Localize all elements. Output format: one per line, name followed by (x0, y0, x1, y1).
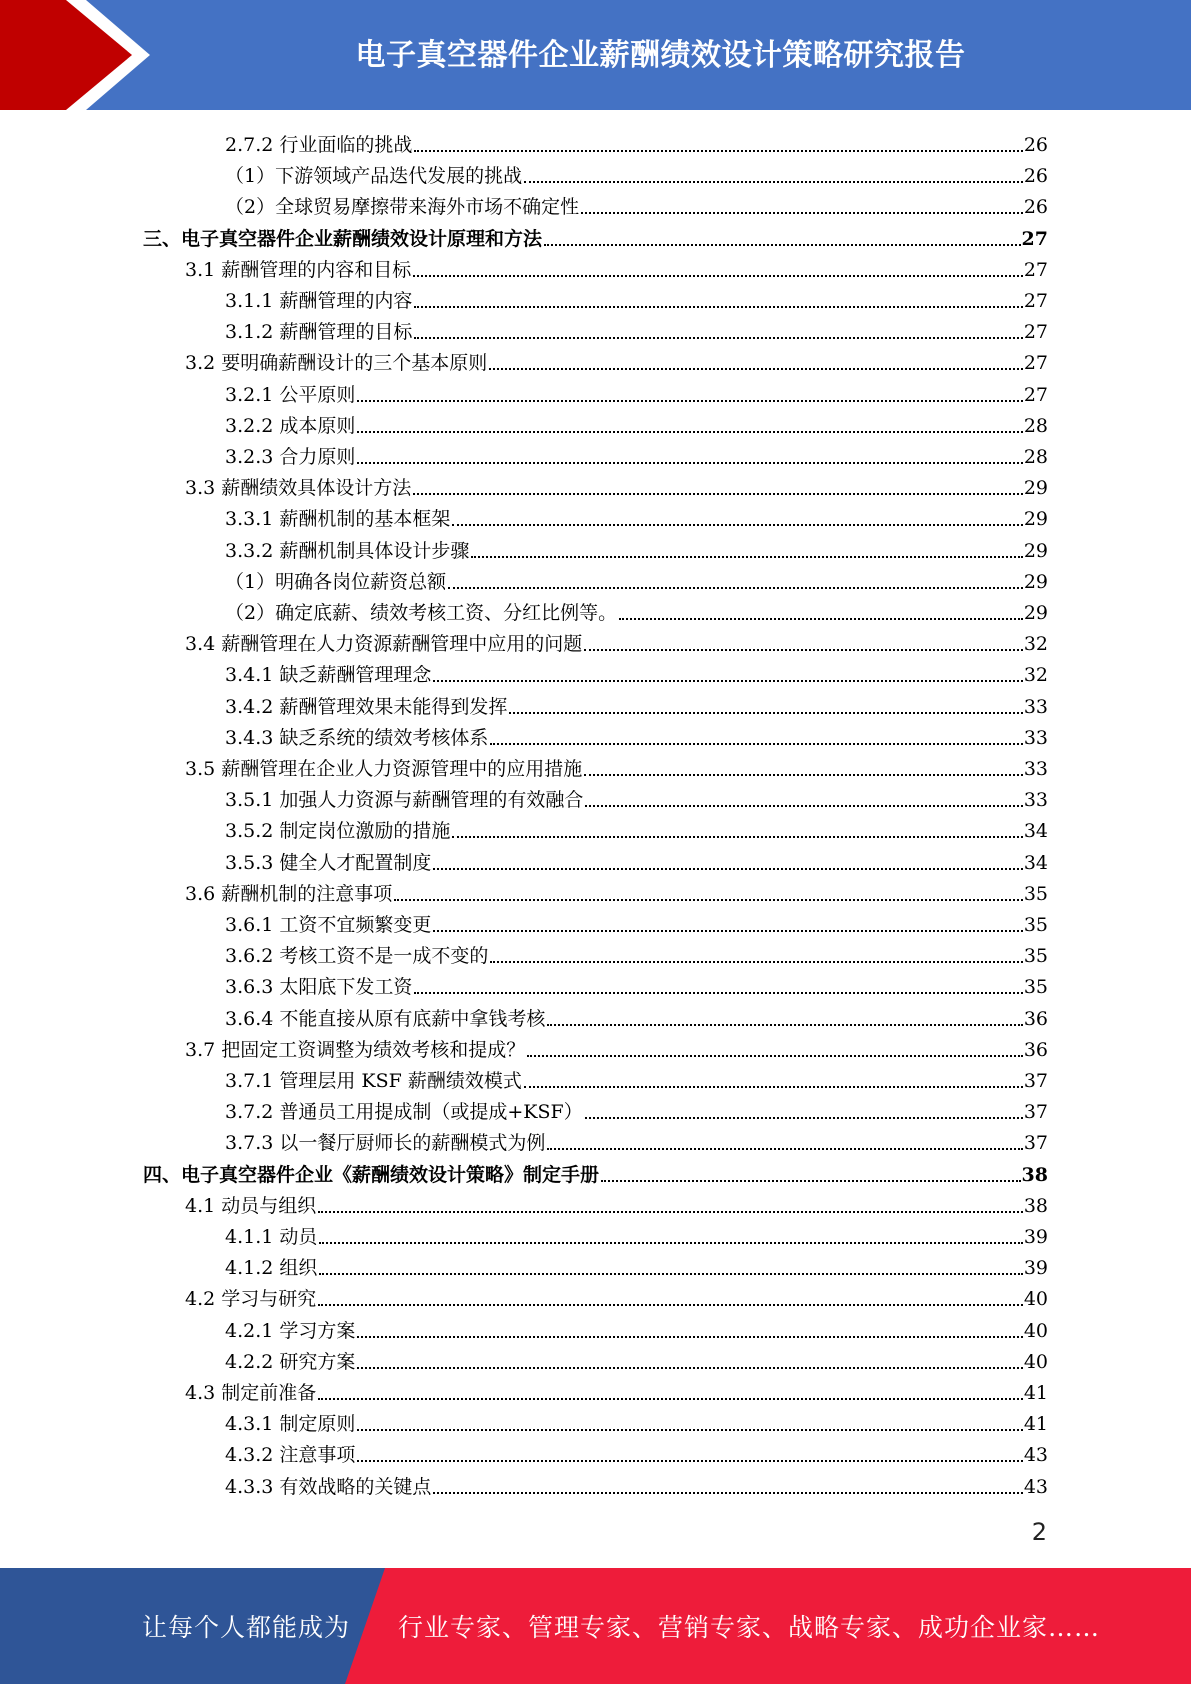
toc-dot-leader (318, 1211, 1023, 1213)
toc-entry-label: 3.1.1 薪酬管理的内容 (225, 290, 413, 312)
toc-dot-leader (414, 150, 1022, 152)
toc-entry[interactable] (225, 1218, 1048, 1249)
toc-dot-leader (585, 1117, 1023, 1119)
toc-dot-leader (319, 1273, 1022, 1275)
toc-entry[interactable] (225, 594, 1048, 625)
toc-dot-leader (524, 1086, 1023, 1088)
toc-dot-leader (413, 275, 1023, 277)
toc-entry[interactable] (225, 313, 1048, 344)
toc-dot-leader (413, 493, 1023, 495)
toc-entry-label: 3.4.1 缺乏薪酬管理理念 (225, 664, 432, 687)
toc-entry-page: 28 (1023, 446, 1048, 468)
toc-entry[interactable] (225, 500, 1048, 531)
toc-entry[interactable] (225, 157, 1048, 188)
toc-dot-leader (527, 1055, 1023, 1057)
toc-entry-page: 35 (1023, 945, 1048, 968)
toc-entry-page: 29 (1023, 570, 1048, 593)
toc-entry[interactable] (225, 376, 1048, 407)
toc-entry-label: 4.2.2 研究方案 (225, 1350, 356, 1373)
toc-entry-label: 3.5 薪酬管理在企业人力资源管理中的应用措施 (185, 758, 583, 780)
toc-dot-leader (471, 556, 1022, 558)
toc-entry[interactable] (185, 750, 1048, 781)
toc-dot-leader (357, 462, 1022, 464)
toc-entry-page: 39 (1023, 1226, 1048, 1248)
toc-entry[interactable] (225, 1312, 1048, 1343)
toc-entry-page: 35 (1023, 914, 1048, 936)
footer-slogan-left: 让每个人都能成为 (142, 1613, 351, 1642)
toc-dot-leader (394, 899, 1023, 901)
toc-entry[interactable] (225, 1000, 1048, 1031)
toc-entry-page: 29 (1023, 539, 1048, 562)
toc-entry-page: 35 (1023, 976, 1048, 999)
toc-entry-label: 4.3.1 制定原则 (225, 1413, 356, 1436)
toc-entry-page: 37 (1023, 1101, 1048, 1124)
toc-dot-leader (357, 1460, 1022, 1462)
toc-dot-leader (547, 1148, 1022, 1150)
toc-entry-page: 29 (1023, 602, 1048, 624)
toc-entry[interactable] (225, 563, 1048, 594)
toc-entry-page: 26 (1023, 134, 1048, 156)
toc-entry[interactable] (225, 1468, 1048, 1499)
toc-dot-leader (414, 306, 1022, 308)
toc-entry-label: 四、电子真空器件企业《薪酬绩效设计策略》制定手册 (143, 1163, 600, 1186)
toc-entry-label: 2.7.2 行业面临的挑战 (225, 134, 413, 156)
toc-dot-leader (448, 587, 1023, 589)
page-header (0, 0, 1191, 110)
toc-entry-label: 4.3.2 注意事项 (225, 1444, 356, 1467)
toc-entry-label: 三、电子真空器件企业薪酬绩效设计原理和方法 (143, 227, 543, 250)
toc-dot-leader (357, 1336, 1022, 1338)
toc-entry[interactable] (185, 1187, 1048, 1218)
toc-entry-label: 4.1.1 动员 (225, 1226, 318, 1248)
toc-entry-label: 3.1.2 薪酬管理的目标 (225, 321, 413, 344)
toc-entry[interactable] (225, 656, 1048, 687)
toc-entry-label: 3.3.2 薪酬机制具体设计步骤 (225, 539, 470, 562)
toc-entry-label: 3.2 要明确薪酬设计的三个基本原则 (185, 352, 488, 375)
toc-entry-label: 3.2.3 合力原则 (225, 446, 356, 468)
toc-entry[interactable] (225, 1405, 1048, 1436)
toc-entry-label: 3.2.1 公平原则 (225, 383, 356, 406)
toc-entry[interactable] (225, 968, 1048, 999)
toc-entry-page: 27 (1023, 290, 1048, 312)
toc-entry-label: 3.5.3 健全人才配置制度 (225, 851, 432, 874)
toc-dot-leader (585, 805, 1022, 807)
toc-entry-page: 40 (1023, 1350, 1048, 1373)
toc-entry-label: 3.3.1 薪酬机制的基本框架 (225, 508, 451, 531)
toc-entry[interactable] (185, 251, 1048, 282)
toc-entry[interactable] (225, 844, 1048, 875)
toc-entry-label: 3.2.2 成本原则 (225, 414, 356, 437)
toc-entry[interactable] (225, 781, 1048, 812)
toc-entry[interactable] (225, 1062, 1048, 1093)
toc-entry-page: 29 (1023, 508, 1048, 531)
toc-entry[interactable] (225, 1436, 1048, 1467)
toc-dot-leader (433, 1492, 1022, 1494)
toc-entry-page: 38 (1021, 1163, 1048, 1186)
toc-entry-page: 43 (1023, 1475, 1048, 1498)
toc-dot-leader (489, 368, 1023, 370)
toc-entry-page: 43 (1023, 1444, 1048, 1467)
toc-entry[interactable] (185, 1280, 1048, 1311)
toc-entry-page: 33 (1023, 789, 1048, 812)
toc-entry-page: 34 (1023, 851, 1048, 874)
toc-entry-page: 27 (1023, 383, 1048, 406)
toc-entry[interactable] (225, 407, 1048, 438)
toc-entry-label: 3.5.1 加强人力资源与薪酬管理的有效融合 (225, 789, 584, 812)
toc-entry-label: 3.6.3 太阳底下发工资 (225, 976, 413, 999)
toc-entry-page: 27 (1023, 321, 1048, 344)
page-number: 2 (1031, 1518, 1047, 1546)
toc-entry-page: 29 (1023, 477, 1048, 500)
toc-entry-page: 32 (1023, 633, 1048, 656)
toc-entry[interactable] (225, 1124, 1048, 1155)
toc-entry-label: （2）全球贸易摩擦带来海外市场不确定性 (225, 196, 580, 219)
toc-entry-label: 3.7.3 以一餐厅厨师长的薪酬模式为例 (225, 1132, 546, 1155)
toc-entry-page: 40 (1023, 1319, 1048, 1342)
toc-entry-label: 3.4 薪酬管理在人力资源薪酬管理中应用的问题 (185, 633, 583, 656)
toc-dot-leader (619, 618, 1023, 620)
toc-dot-leader (357, 431, 1022, 433)
toc-entry-label: 3.6 薪酬机制的注意事项 (185, 882, 393, 905)
toc-entry-label: （1）明确各岗位薪资总额 (225, 570, 447, 593)
toc-entry[interactable] (225, 1343, 1048, 1374)
toc-entry-label: 3.6.2 考核工资不是一成不变的 (225, 945, 489, 968)
toc-entry-page: 35 (1023, 882, 1048, 905)
toc-entry-page: 33 (1023, 695, 1048, 718)
toc-entry-label: 3.6.1 工资不宜频繁变更 (225, 914, 432, 936)
toc-dot-leader (357, 1367, 1022, 1369)
toc-dot-leader (547, 1024, 1022, 1026)
toc-entry-label: 3.6.4 不能直接从原有底薪中拿钱考核 (225, 1007, 546, 1030)
toc-entry-label: 3.5.2 制定岗位激励的措施 (225, 820, 451, 843)
toc-entry[interactable] (225, 937, 1048, 968)
toc-dot-leader (433, 868, 1022, 870)
toc-entry-page: 38 (1023, 1194, 1048, 1217)
toc-entry[interactable] (225, 126, 1048, 157)
page-footer (0, 1568, 1191, 1684)
toc-entry[interactable] (185, 344, 1048, 375)
toc-entry[interactable] (143, 220, 1048, 251)
toc-entry-page: 41 (1023, 1382, 1048, 1404)
toc-dot-leader (414, 992, 1022, 994)
toc-entry[interactable] (225, 438, 1048, 469)
footer-slogan-right: 行业专家、管理专家、营销专家、战略专家、成功企业家…… (398, 1613, 1101, 1642)
toc-dot-leader (318, 1304, 1023, 1306)
toc-dot-leader (584, 774, 1023, 776)
toc-dot-leader (524, 181, 1023, 183)
toc-dot-leader (318, 1398, 1023, 1400)
toc-entry-page: 27 (1023, 352, 1048, 375)
toc-entry-page: 32 (1023, 664, 1048, 687)
toc-entry[interactable] (185, 1031, 1048, 1062)
toc-entry-page: 40 (1023, 1288, 1048, 1311)
toc-dot-leader (452, 836, 1022, 838)
toc-dot-leader (584, 649, 1023, 651)
toc-entry-page: 27 (1023, 258, 1048, 281)
toc-dot-leader (357, 400, 1022, 402)
toc-entry[interactable] (225, 1249, 1048, 1280)
toc-entry-page: 33 (1023, 726, 1048, 749)
toc-entry-label: 4.3 制定前准备 (185, 1382, 317, 1404)
toc-dot-leader (490, 961, 1022, 963)
toc-entry-page: 39 (1023, 1257, 1048, 1280)
toc-dot-leader (433, 930, 1022, 932)
toc-dot-leader (319, 1242, 1022, 1244)
toc-dot-leader (357, 1429, 1022, 1431)
toc-entry-page: 36 (1023, 1038, 1048, 1061)
toc-entry[interactable] (225, 719, 1048, 750)
toc-entry-label: 3.4.3 缺乏系统的绩效考核体系 (225, 726, 489, 749)
toc-entry-page: 28 (1023, 414, 1048, 437)
toc-entry-label: 3.7 把固定工资调整为绩效考核和提成？ (185, 1038, 526, 1061)
toc-entry-page: 37 (1023, 1132, 1048, 1155)
toc-entry[interactable] (185, 469, 1048, 500)
toc-entry-label: 3.7.2 普通员工用提成制（或提成+KSF） (225, 1101, 583, 1124)
document-title: 电子真空器件企业薪酬绩效设计策略研究报告 (355, 38, 966, 73)
toc-dot-leader (581, 212, 1023, 214)
toc-entry-label: （1）下游领域产品迭代发展的挑战 (225, 165, 523, 188)
toc-entry[interactable] (225, 1093, 1048, 1124)
toc-entry-label: 3.7.1 管理层用 KSF 薪酬绩效模式 (225, 1070, 522, 1092)
toc-dot-leader (414, 337, 1022, 339)
toc-entry-page: 36 (1023, 1007, 1048, 1030)
toc-entry-page: 37 (1023, 1070, 1048, 1092)
toc-dot-leader (433, 680, 1022, 682)
toc-entry[interactable] (225, 532, 1048, 563)
toc-dot-leader (452, 524, 1022, 526)
toc-entry[interactable] (225, 812, 1048, 843)
toc-entry[interactable] (225, 282, 1048, 313)
toc-entry-page: 34 (1023, 820, 1048, 843)
toc-entry-label: （2）确定底薪、绩效考核工资、分红比例等。 (225, 602, 618, 624)
toc-entry-label: 4.3.3 有效战略的关键点 (225, 1475, 432, 1498)
toc-entry-page: 26 (1023, 165, 1048, 188)
toc-entry[interactable] (225, 906, 1048, 937)
toc-entry[interactable] (225, 688, 1048, 719)
toc-entry-label: 4.2.1 学习方案 (225, 1319, 356, 1342)
toc-dot-leader (509, 712, 1022, 714)
toc-entry-label: 3.1 薪酬管理的内容和目标 (185, 258, 412, 281)
toc-dot-leader (490, 743, 1022, 745)
toc-entry-label: 3.3 薪酬绩效具体设计方法 (185, 477, 412, 500)
toc-entry[interactable] (185, 625, 1048, 656)
toc-entry[interactable] (185, 875, 1048, 906)
toc-dot-leader (601, 1180, 1021, 1182)
toc-entry-label: 4.2 学习与研究 (185, 1288, 317, 1311)
toc-entry-label: 4.1 动员与组织 (185, 1194, 317, 1217)
toc-entry-page: 41 (1023, 1413, 1048, 1436)
toc-entry-page: 26 (1023, 196, 1048, 219)
toc-entry-label: 3.4.2 薪酬管理效果未能得到发挥 (225, 695, 508, 718)
toc-entry[interactable] (185, 1374, 1048, 1405)
toc-dot-leader (544, 244, 1021, 246)
toc-entry-page: 27 (1021, 227, 1048, 250)
toc-entry[interactable] (225, 188, 1048, 219)
toc-entry[interactable] (143, 1156, 1048, 1187)
toc-entry-page: 33 (1023, 758, 1048, 780)
toc-entry-label: 4.1.2 组织 (225, 1257, 318, 1280)
